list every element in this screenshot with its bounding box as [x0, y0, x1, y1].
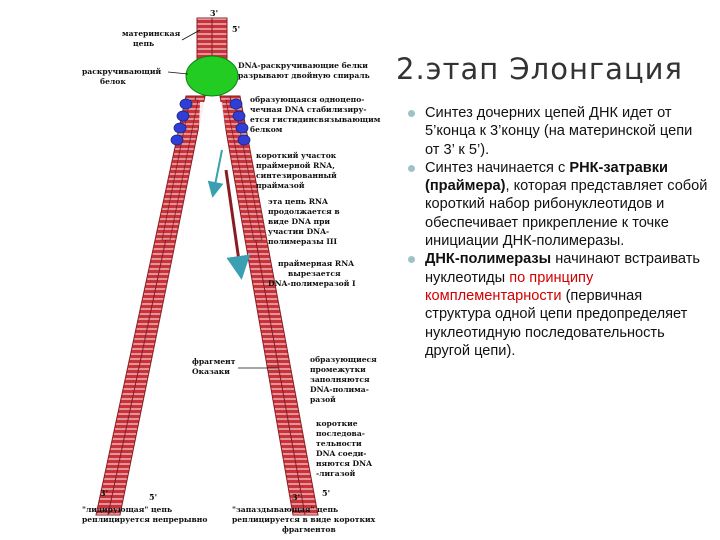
- label-dna-proteins: [238, 61, 370, 80]
- svg-text:тельности: тельности: [316, 439, 362, 448]
- svg-text:образующиеся: образующиеся: [310, 355, 377, 364]
- svg-text:промежутки: промежутки: [310, 365, 366, 374]
- label-lagging-strand: [232, 505, 376, 534]
- left-arm-strands: [96, 96, 205, 515]
- bullet-item-1: [408, 104, 708, 159]
- svg-text:реплицируется в виде коротких: реплицируется в виде коротких: [232, 515, 376, 524]
- svg-text:ется гистидинсвязывающим: ется гистидинсвязывающим: [250, 115, 381, 124]
- helicase-protein: [186, 56, 238, 96]
- svg-text:"лидирующая" цепь: "лидирующая" цепь: [82, 505, 173, 514]
- label-ligase: [316, 419, 372, 478]
- svg-text:белок: белок: [100, 77, 126, 86]
- bullet-dot-icon: [408, 165, 415, 172]
- bullet-item-2: [408, 159, 708, 250]
- label-mother-chain: [122, 29, 200, 48]
- svg-text:короткие: короткие: [316, 419, 358, 428]
- label-leading-strand: [82, 505, 207, 524]
- label-okazaki: [192, 357, 278, 376]
- svg-text:праймазой: праймазой: [256, 181, 305, 190]
- svg-text:-лигазой: -лигазой: [316, 469, 356, 478]
- bullet-item-3: [408, 250, 708, 360]
- svg-text:эта цепь RNA: эта цепь RNA: [268, 197, 328, 206]
- svg-text:"запаздывающая" цепь: "запаздывающая" цепь: [232, 505, 339, 514]
- label-primer: [256, 151, 337, 190]
- prime-3-left: 3': [100, 488, 109, 498]
- svg-text:вырезается: вырезается: [288, 269, 341, 278]
- svg-text:образующаяся одноцепо-: образующаяся одноцепо-: [250, 95, 365, 104]
- bullet-2-post: , которая представляет собой короткий набор рибонуклеотидов и обеспечивает прикрепление к точке инициации ДНК-полимеразы.: [425, 178, 708, 250]
- bullet-dot-icon: [408, 256, 415, 263]
- svg-text:Оказаки: Оказаки: [192, 367, 230, 376]
- svg-text:няются DNA: няются DNA: [316, 459, 372, 468]
- bullet-2-bold: РНК-затравки (праймера): [425, 159, 669, 195]
- bullet-dot-icon: [408, 110, 415, 117]
- svg-text:последова-: последова-: [316, 429, 365, 438]
- prime-5-left: 5': [149, 492, 158, 502]
- svg-text:чечная DNA стабилизиру-: чечная DNA стабилизиру-: [250, 105, 367, 114]
- label-unwinding-protein: [82, 67, 188, 86]
- bullet-2-pre: Синтез начинается с: [425, 159, 570, 176]
- svg-text:DNA-раскручивающие белки: DNA-раскручивающие белки: [238, 61, 368, 70]
- svg-text:праймерная RNA: праймерная RNA: [278, 259, 355, 268]
- svg-text:DNA-полимеразой I: DNA-полимеразой I: [268, 279, 356, 288]
- svg-text:разой: разой: [310, 395, 336, 404]
- label-ssb: [250, 95, 381, 134]
- svg-text:синтезированный: синтезированный: [256, 171, 337, 180]
- svg-text:виде DNA при: виде DNA при: [268, 217, 331, 226]
- svg-text:фрагмент: фрагмент: [192, 357, 236, 366]
- prime-5-right: 5': [322, 488, 331, 498]
- bullet-1-text: Синтез дочерних цепей ДНК идет от 5’конца к 3’концу (на материнской цепи от 3’ к 5’).: [425, 105, 693, 158]
- label-rna-extended: [268, 197, 340, 246]
- bullet-3-bold: ДНК-полимеразы: [425, 251, 552, 268]
- svg-text:реплицируется непрерывно: реплицируется непрерывно: [82, 515, 208, 524]
- bullet-3-pre: начинают встраивать нуклеотиды: [425, 251, 700, 286]
- svg-text:праймерной RNA,: праймерной RNA,: [256, 161, 335, 170]
- bullet-3-highlight: по принципу комплементарности: [425, 269, 594, 304]
- svg-text:DNA соеди-: DNA соеди-: [316, 449, 367, 458]
- label-primer-cut: [268, 259, 356, 288]
- prime-5-top: 5': [232, 24, 241, 34]
- svg-text:материнская: материнская: [122, 29, 181, 38]
- svg-text:цепь: цепь: [133, 39, 155, 48]
- svg-text:продолжается в: продолжается в: [268, 207, 340, 216]
- svg-text:раскручивающий: раскручивающий: [82, 67, 162, 76]
- svg-text:фрагментов: фрагментов: [282, 525, 336, 534]
- svg-text:участии DNA-: участии DNA-: [268, 227, 330, 236]
- label-gaps-filled: [310, 355, 377, 404]
- svg-text:короткий участок: короткий участок: [256, 151, 337, 160]
- prime-3-right: 3': [292, 492, 301, 502]
- prime-3-top: 3': [210, 8, 219, 18]
- svg-text:разрывают двойную спираль: разрывают двойную спираль: [238, 71, 370, 80]
- bullet-3-post: (первичная структура одной цепи предопределяет нуклеотидную последовательность другой цепи).: [425, 287, 688, 359]
- svg-text:полимеразы III: полимеразы III: [268, 237, 338, 246]
- svg-text:заполняются: заполняются: [310, 375, 370, 384]
- svg-text:белком: белком: [250, 125, 283, 134]
- slide-title: 2.этап Элонгация: [396, 52, 683, 86]
- bullet-list: [408, 104, 708, 360]
- svg-text:DNA-полима-: DNA-полима-: [310, 385, 369, 394]
